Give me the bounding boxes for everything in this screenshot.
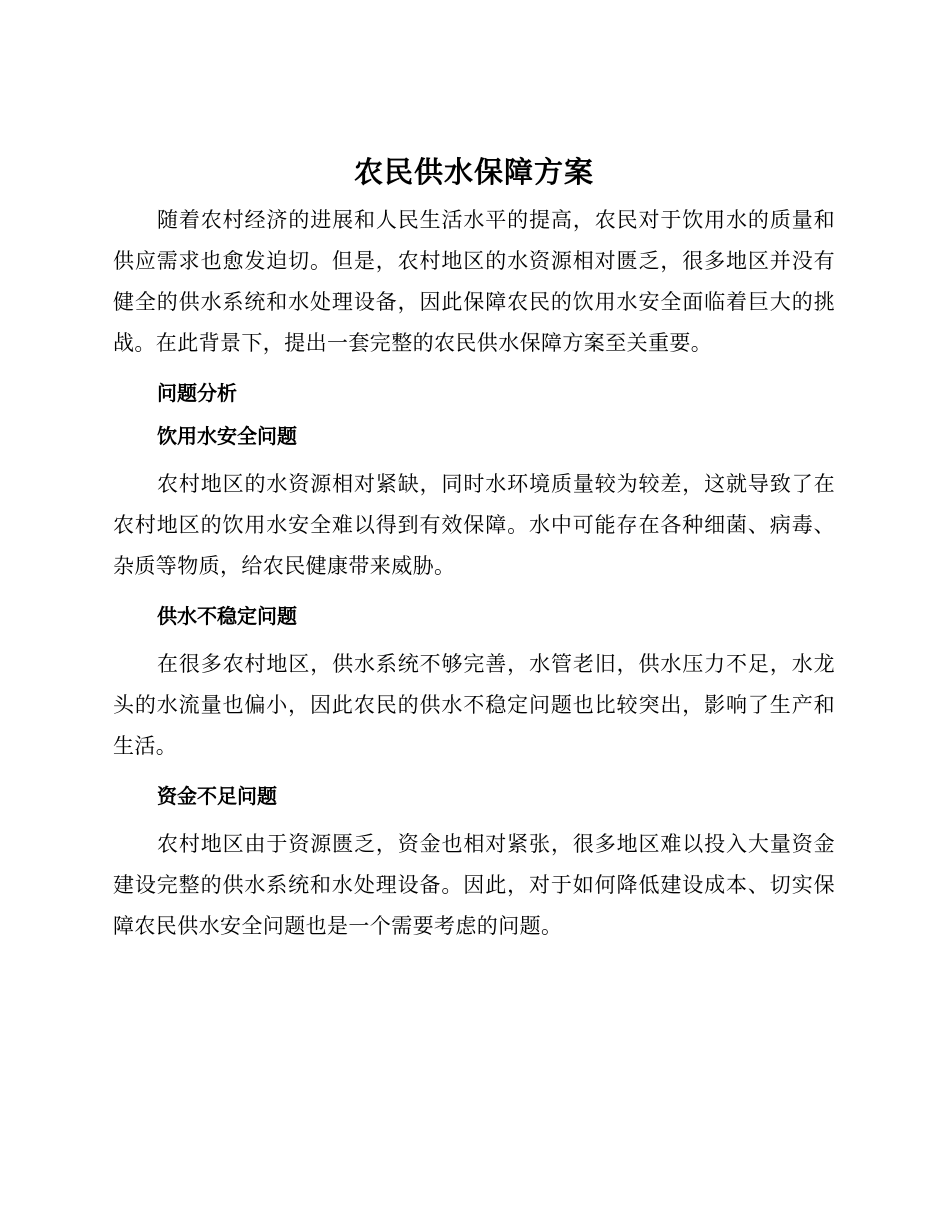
subsection-heading-drinking-water-safety: 饮用水安全问题 xyxy=(157,424,297,448)
subsection-heading-insufficient-funds: 资金不足问题 xyxy=(157,784,277,808)
document-title: 农民供水保障方案 xyxy=(353,155,594,189)
document-body xyxy=(113,150,835,947)
subsection-body-insufficient-funds: 农村地区由于资源匮乏，资金也相对紧张，很多地区难以投入大量资金建设完整的供水系统和水处理设备。因此，对于如何降低建设成本、切实保障农民供水安全问题也是一个需要考虑的问题。 xyxy=(113,832,835,938)
intro-paragraph: 随着农村经济的进展和人民生活水平的提高，农民对于饮用水的质量和供应需求也愈发迫切。但是，农村地区的水资源相对匮乏，很多地区并没有健全的供水系统和水处理设备，因此保障农民的饮用水安全面临着巨大的挑战。在此背景下，提出一套完整的农民供水保障方案至关重要。 xyxy=(113,208,835,355)
subsection-body-unstable-supply: 在很多农村地区，供水系统不够完善，水管老旧，供水压力不足，水龙头的水流量也偏小，因此农民的供水不稳定问题也比较突出，影响了生产和生活。 xyxy=(113,652,835,758)
subsection-heading-unstable-supply: 供水不稳定问题 xyxy=(157,604,297,628)
subsection-body-drinking-water-safety: 农村地区的水资源相对紧缺，同时水环境质量较为较差，这就导致了在农村地区的饮用水安全难以得到有效保障。水中可能存在各种细菌、病毒、杂质等物质，给农民健康带来威胁。 xyxy=(113,472,835,578)
section-heading: 问题分析 xyxy=(157,381,237,405)
